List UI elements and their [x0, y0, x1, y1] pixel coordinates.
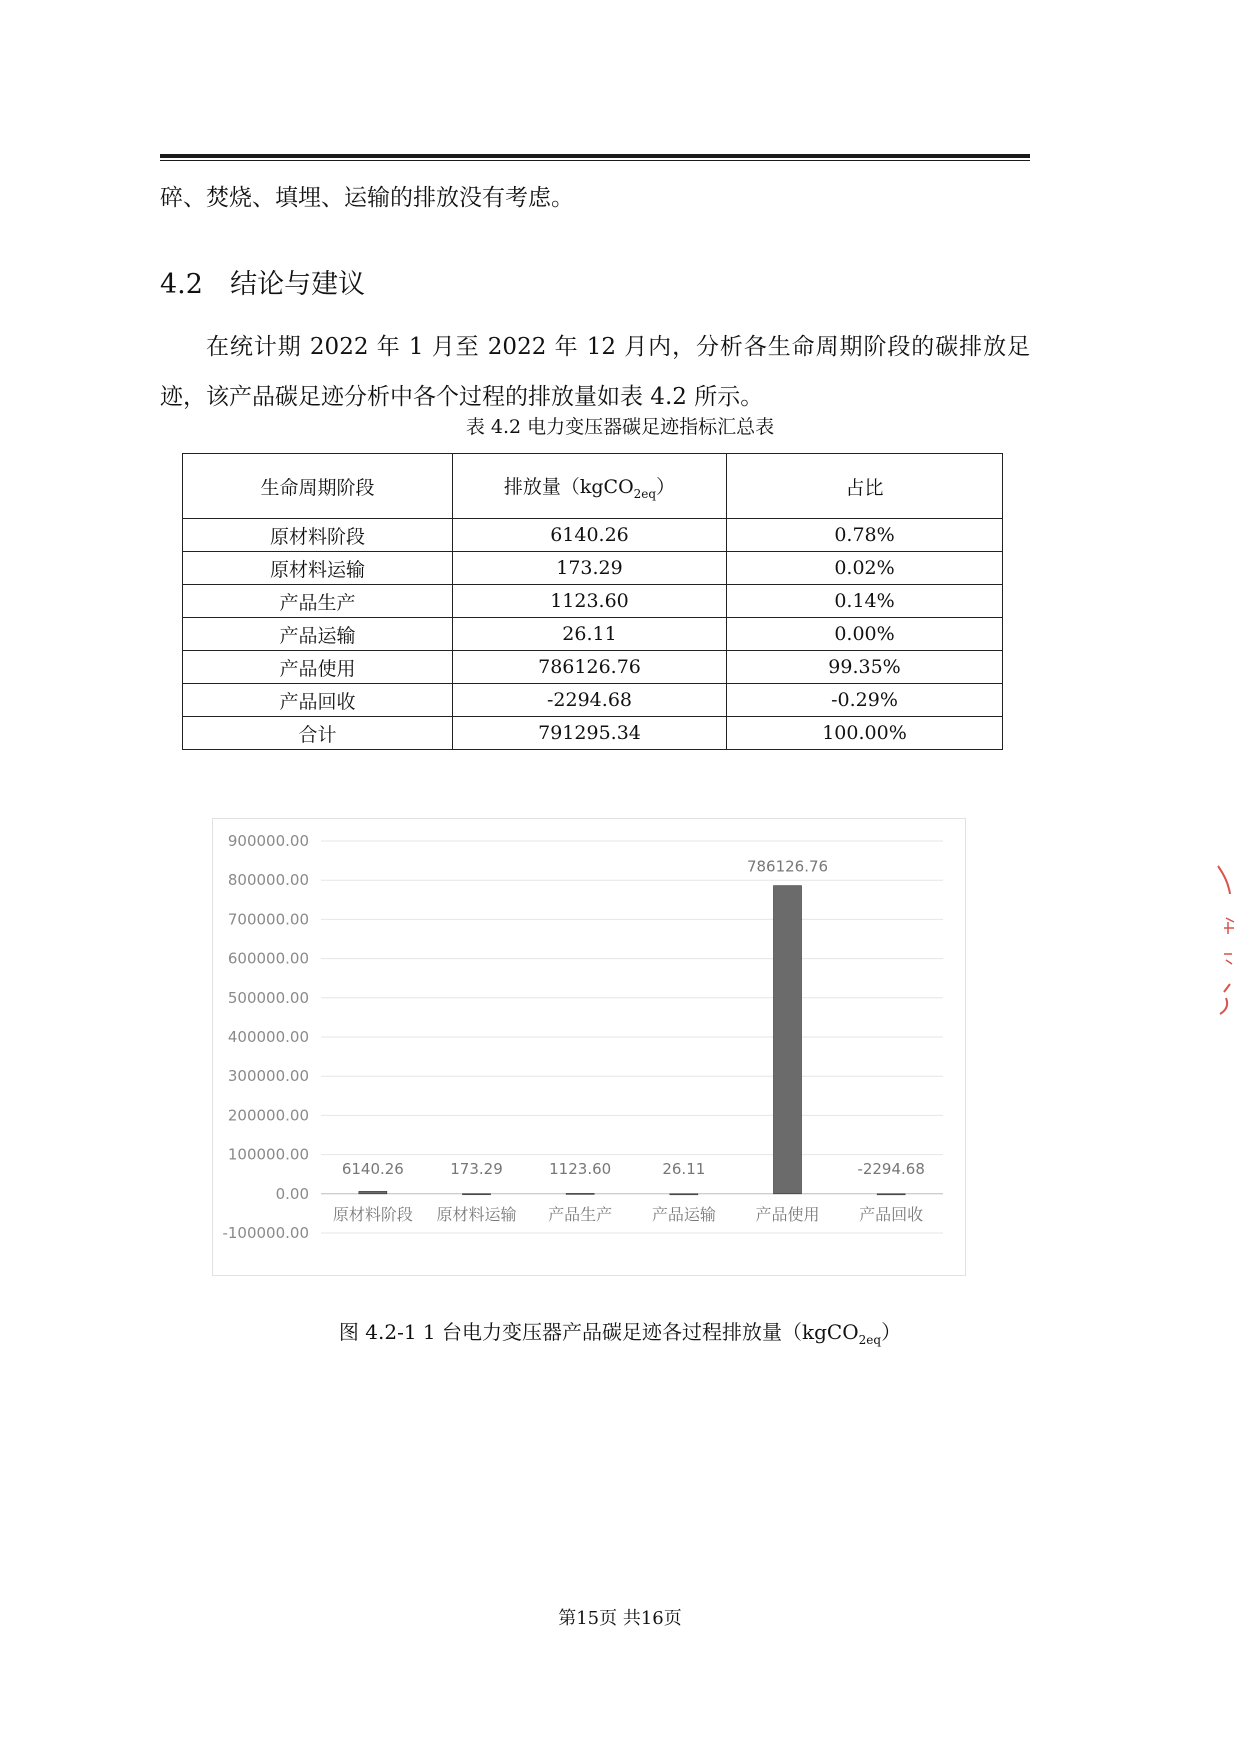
x-category-label: 产品回收	[859, 1204, 924, 1224]
section-title: 结论与建议	[230, 269, 366, 300]
bar	[774, 886, 802, 1194]
section-heading	[160, 262, 365, 301]
data-label: 173.29	[450, 1159, 503, 1178]
x-category-label: 产品使用	[755, 1204, 820, 1224]
section-number: 4.2	[160, 269, 203, 300]
table-header-row	[183, 454, 1003, 519]
emission-bar-chart	[212, 818, 966, 1276]
y-tick-label: 800000.00	[227, 871, 309, 890]
data-label: 6140.26	[341, 1159, 404, 1178]
header-stage: 生命周期阶段	[183, 454, 453, 519]
table-row: 产品生产 1123.60 0.14%	[183, 585, 1003, 618]
y-tick-label: 100000.00	[227, 1145, 309, 1164]
table-row: 原材料运输 173.29 0.02%	[183, 552, 1003, 585]
table-caption: 表 4.2 电力变压器碳足迹指标汇总表	[465, 416, 775, 438]
bar	[877, 1194, 905, 1195]
header-emission: 排放量（kgCO$_{2eq}$）	[453, 454, 727, 519]
table-row: 产品回收 -2294.68 -0.29%	[183, 684, 1003, 717]
y-tick-label: 700000.00	[227, 910, 309, 929]
body-paragraph: 在统计期 2022 年 1 月至 2022 年 12 月内，分析各生命周期阶段的碳排放足迹，该产品碳足迹分析中各个过程的排放量如表 4.2 所示。	[160, 334, 1030, 410]
data-label: 1123.60	[549, 1159, 612, 1178]
y-tick-label: 0.00	[275, 1184, 309, 1203]
x-category-label: 产品运输	[651, 1204, 716, 1224]
table-row: 产品使用 786126.76 99.35%	[183, 651, 1003, 684]
table-row: 原材料阶段 6140.26 0.78%	[183, 519, 1003, 552]
x-category-label: 原材料运输	[436, 1204, 517, 1224]
y-tick-label: 900000.00	[227, 832, 309, 850]
x-category-label: 产品生产	[548, 1204, 613, 1224]
table-row-total: 合计 791295.34 100.00%	[183, 717, 1003, 750]
page-footer: 第15页 共16页	[558, 1608, 682, 1629]
y-tick-label: 300000.00	[227, 1067, 309, 1086]
table-row: 产品运输 26.11 0.00%	[183, 618, 1003, 651]
intro-fragment: 碎、焚烧、填埋、运输的排放没有考虑。	[160, 185, 574, 211]
chart-svg	[213, 819, 965, 1275]
bar	[359, 1191, 387, 1193]
bar	[670, 1194, 698, 1195]
x-category-label: 原材料阶段	[332, 1204, 413, 1224]
y-tick-label: -100000.00	[222, 1224, 309, 1242]
header-rule-thin	[160, 160, 1030, 161]
y-tick-label: 200000.00	[227, 1106, 309, 1125]
y-tick-label: 500000.00	[227, 988, 309, 1007]
data-label: 26.11	[662, 1159, 706, 1178]
y-tick-label: 400000.00	[227, 1028, 309, 1046]
red-stamp-mark	[1208, 858, 1240, 1018]
data-label: -2294.68	[857, 1159, 925, 1178]
bar	[463, 1194, 491, 1195]
carbon-footprint-table	[182, 453, 1003, 750]
data-label: 786126.76	[746, 857, 829, 876]
header-share: 占比	[727, 454, 1003, 519]
figure-caption: 图 4.2-1 1 台电力变压器产品碳足迹各过程排放量（kgCO$_{2eq}$）	[338, 1320, 902, 1347]
bar	[566, 1193, 594, 1194]
header-rule-thick	[160, 154, 1030, 158]
y-tick-label: 600000.00	[227, 949, 309, 968]
